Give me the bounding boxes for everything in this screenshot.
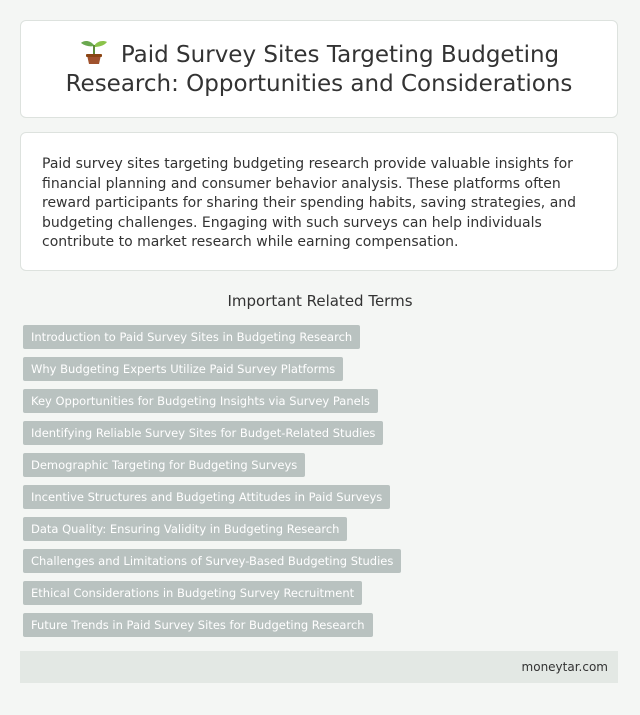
related-term-item[interactable]: Why Budgeting Experts Utilize Paid Survey Platforms	[23, 357, 343, 381]
footer-bar	[20, 651, 618, 683]
footer-site-link[interactable]: moneytar.com	[521, 660, 608, 674]
intro-paragraph: Paid survey sites targeting budgeting research provide valuable insights for financial planning and consumer behavior analysis. These platforms often reward participants for sharing their spending habits, saving strategies, and budgeting challenges. Engaging with such surveys can help individuals contribute to market research while earning compensation.	[42, 156, 577, 250]
related-term-item[interactable]: Identifying Reliable Survey Sites for Budget-Related Studies	[23, 421, 383, 445]
related-term-item[interactable]: Key Opportunities for Budgeting Insights via Survey Panels	[23, 389, 378, 413]
related-terms-list	[23, 325, 401, 645]
related-term-item[interactable]: Data Quality: Ensuring Validity in Budgeting Research	[23, 517, 347, 541]
related-term-item[interactable]: Ethical Considerations in Budgeting Survey Recruitment	[23, 581, 362, 605]
related-term-item[interactable]: Introduction to Paid Survey Sites in Budgeting Research	[23, 325, 360, 349]
intro-card	[20, 132, 618, 271]
page-title	[21, 39, 617, 99]
title-card	[20, 20, 618, 118]
related-terms-heading: Important Related Terms	[227, 292, 413, 310]
related-term-item[interactable]: Challenges and Limitations of Survey-Based Budgeting Studies	[23, 549, 401, 573]
related-term-item[interactable]: Demographic Targeting for Budgeting Surveys	[23, 453, 305, 477]
related-term-item[interactable]: Incentive Structures and Budgeting Attitudes in Paid Surveys	[23, 485, 390, 509]
seedling-icon	[79, 39, 109, 65]
related-term-item[interactable]: Future Trends in Paid Survey Sites for Budgeting Research	[23, 613, 373, 637]
page-title-text: Paid Survey Sites Targeting Budgeting Research: Opportunities and Considerations	[65, 42, 573, 97]
